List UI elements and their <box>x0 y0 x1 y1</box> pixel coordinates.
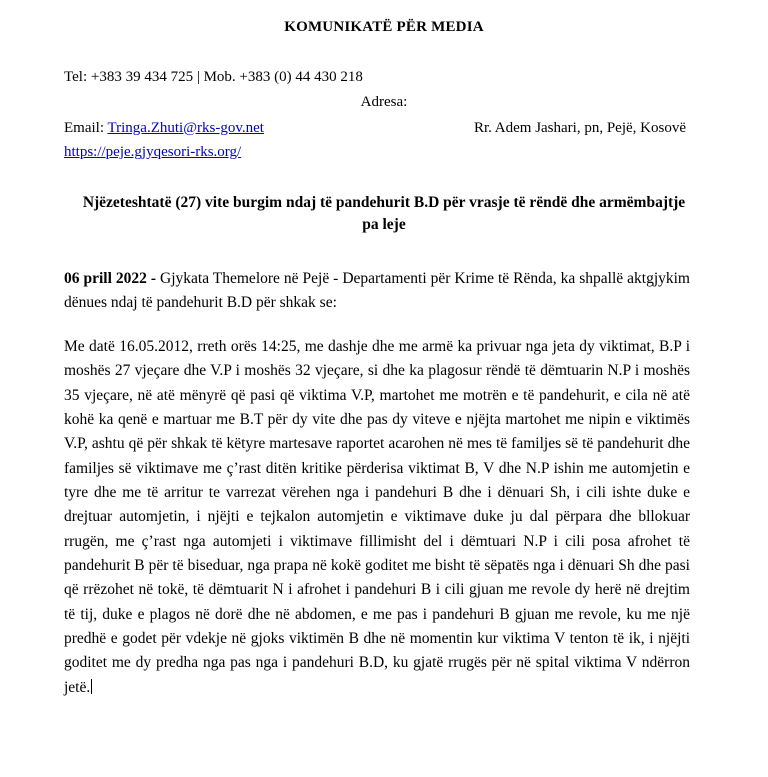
body-paragraph-text: Me datë 16.05.2012, rreth orës 14:25, me dashje dhe me armë ka privuar nga jeta dy viktimat, B.P i moshës 27 vjeçare dhe V.P i moshës 32 vjeçare, si dhe ka plagosur rëndë të dëmtuarin N.P i moshës 35 vjeçare, në atë mënyrë që pasi që viktima V.P, martohet me motrën e të pandehurit, e cila në atë kohë ka qenë e martuar me B.T për dy vite dhe pas dy viteve e njëjta martohet me nipin e viktimës V.P, ashtu që për shkak të këtyre martesave raportet acarohen në mes të familjes së të pandehurit dhe familjes së viktimave me ç’rast ditën kritike përderisa viktimat B, V dhe N.P ishin me automjetin e tyre dhe me të arritur te varrezat vërehen nga i pandehuri B dhe i dënuari Sh, i cili ishte duke e drejtuar automjetin, i njëjti e tejkalon automjetin e viktimave duke ju dal përpara dhe bllokuar rrugën, me ç’rast nga automjeti i viktimave fillimisht del i dëmtuari N.P i cili posa afrohet të pandehurit B për të biseduar, nga prapa në kokë goditet me bisht të sëpatës nga i dënuari Sh dhe pasi që rrëzohet në tokë, të dëmtuarit N i afrohet i pandehuri B i cili gjuan me revole dy herë në drejtim të tij, duke e plagos në dorë dhe në abdomen, e me pas i pandehuri B gjuan me revole, ku me një predhë e godet për vdekje në gjoks viktimën B dhe në momentin kur viktima V tenton të ik, i njëjti goditet me dy predha nga pas nga i pandehuri B.D, ku gjatë rrugës për në spital viktima V ndërron jetë. <box>64 337 690 696</box>
address-value: Rr. Adem Jashari, pn, Pejë, Kosovë <box>473 119 686 136</box>
page-title: KOMUNIKATË PËR MEDIA <box>284 19 484 35</box>
website-link[interactable]: https://peje.gjyqesori-rks.org/ <box>64 143 242 160</box>
email-link[interactable]: Tringa.Zhuti@rks-gov.net <box>107 119 264 136</box>
lead-paragraph <box>64 267 690 315</box>
email-label: Email: <box>64 119 104 136</box>
article-body <box>0 267 768 700</box>
publish-date: 06 prill 2022 - <box>64 269 157 287</box>
document-page <box>0 19 768 777</box>
email-group <box>64 117 264 140</box>
email-address-row <box>64 117 704 140</box>
address-label: Adresa: <box>360 94 408 111</box>
website-line <box>64 141 704 164</box>
text-cursor <box>91 679 92 694</box>
contact-block <box>0 66 768 164</box>
lead-text: Gjykata Themelore në Pejë - Departamenti për Krime të Rënda, ka shpallë aktgjykim dënues ndaj të pandehurit B.D për shkak se: <box>64 269 690 311</box>
article-headline: Njëzeteshtatë (27) vite burgim ndaj të pandehurit B.D për vrasje të rëndë dhe armëmbajtje pa leje <box>82 194 686 234</box>
phone-line: Tel: +383 39 434 725 | Mob. +383 (0) 44 430 218 <box>64 69 363 85</box>
body-paragraph <box>64 335 690 700</box>
